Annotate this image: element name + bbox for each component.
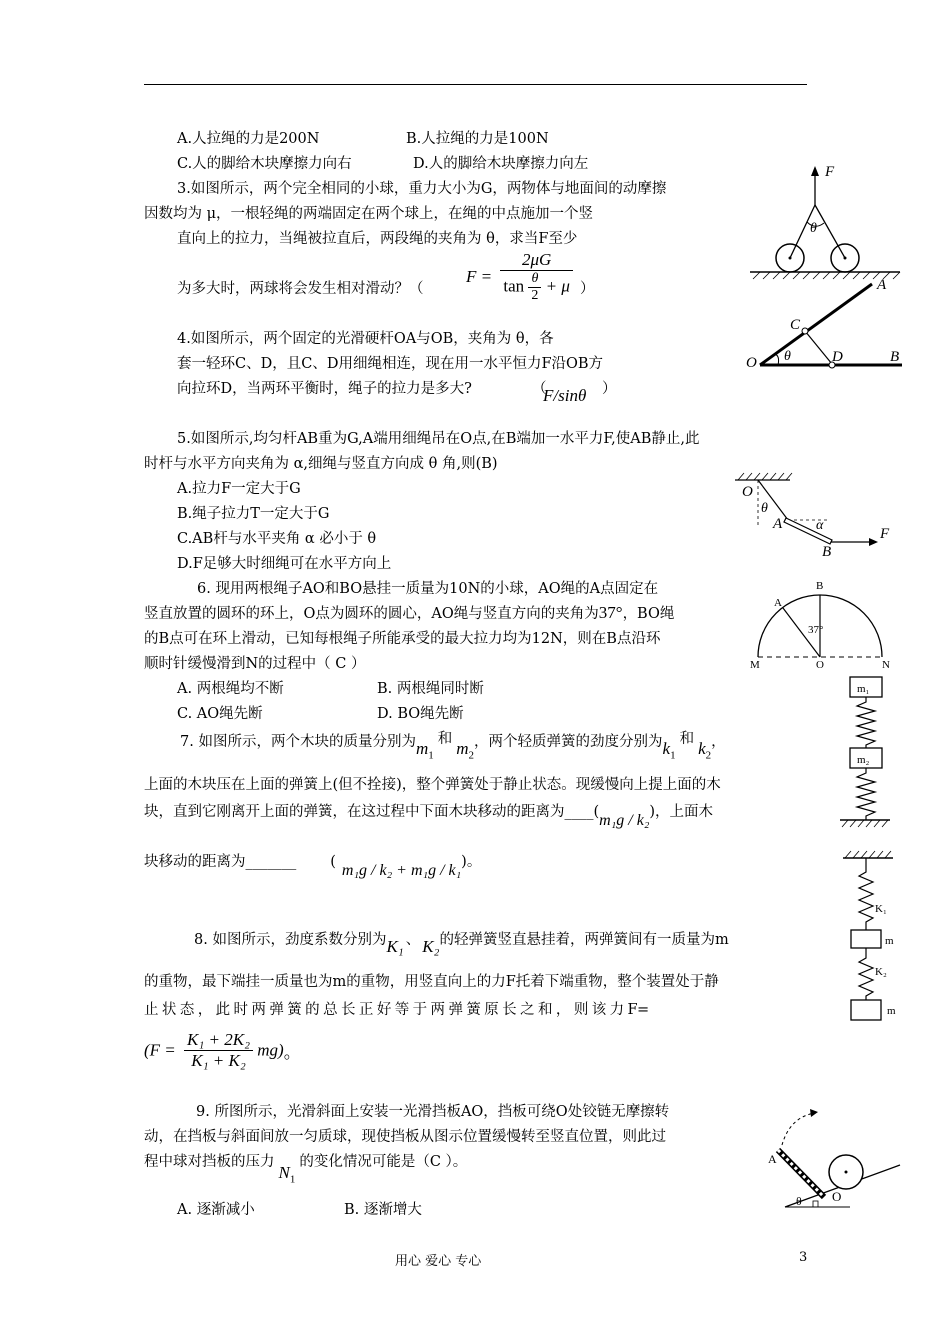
q8-fig-label-k1: K₁ (875, 903, 887, 915)
q7-line-1: 7. 如图所示，两个木块的质量分别为$m_1$和 $m_2$，两个轻质弹簧的劲度分别为$k_1$和 $k_2$， (180, 731, 726, 762)
q8-line-1: 8. 如图所示，劲度系数分别为K₁ 、 K₂的轻弹簧竖直悬挂着，两弹簧间有一质量为m (194, 932, 729, 956)
q2-option-b: B.人拉绳的力是100N (406, 131, 549, 147)
q9-line-2: 动，在挡板与斜面间放一匀质球，现使挡板从图示位置缓慢转至竖直位置，则此过 (144, 1129, 666, 1145)
q5-fig-label-alpha: α (816, 518, 824, 533)
q6-line-3: 的B点可在环上滑动，已知每根绳子所能承受的最大拉力均为12N，则在B点沿环 (144, 631, 661, 647)
q8-line-2: 的重物，最下端挂一质量也为m的重物，用竖直向上的力F托着下端重物，整个装置处于静 (144, 974, 719, 990)
q3-answer-close: ） (580, 281, 595, 297)
q3-line-4: 为多大时，两球将会发生相对滑动？（ (177, 281, 424, 297)
q8-fig-label-m-lower: m (887, 1005, 896, 1017)
q6-figure (750, 575, 890, 670)
q7-fig-label-m1: m₁ (857, 683, 870, 695)
q6-fig-label-b: B (816, 580, 824, 592)
q3-line-3: 直向上的拉力，当绳被拉直后，两段绳的夹角为 θ，求当F至少 (177, 231, 578, 247)
page-number: 3 (799, 1250, 808, 1265)
q5-option-a: A.拉力F一定大于G (177, 481, 301, 497)
q4-answer-open: （ (532, 381, 547, 397)
q6-option-b: B. 两根绳同时断 (377, 681, 484, 697)
q4-fig-label-d: D (832, 349, 843, 365)
q5-figure (730, 470, 900, 560)
q3-fig-label-theta: θ (810, 221, 817, 236)
q7-line-2: 上面的木块压在上面的弹簧上(但不拴接)，整个弹簧处于静止状态。现缓慢向上提上面的木 (144, 777, 721, 793)
q9-option-b: B. 逐渐增大 (344, 1202, 422, 1218)
q9-fig-label-a: A (768, 1152, 777, 1166)
q3-figure (745, 160, 905, 280)
q9-figure (760, 1105, 910, 1215)
header-rule (144, 84, 807, 85)
q4-line-1: 4.如图所示，两个固定的光滑硬杆OA与OB，夹角为 θ，各 (177, 331, 554, 347)
q3-answer-formula: F = 2μG tan $\frac{\theta}{2}$ + μ (466, 250, 573, 304)
q4-answer-close: ） (602, 381, 617, 397)
q4-fig-label-a: A (877, 277, 887, 293)
q5-option-c: C.AB杆与水平夹角 α 必小于 θ (177, 531, 377, 547)
q9-option-a: A. 逐渐减小 (177, 1202, 255, 1218)
q5-option-d: D.F足够大时细绳可在水平方向上 (177, 556, 392, 572)
q5-fig-label-b: B (822, 544, 832, 560)
q7-line-4: 块移动的距离为_______ ( m₁g / k₂ + m₁g / k₁)。 (144, 854, 482, 879)
q9-fig-label-o: O (832, 1189, 842, 1204)
q6-option-c: C. AO绳先断 (177, 706, 263, 722)
q8-fig-label-m-upper: m (885, 935, 894, 947)
q3-fig-label-f: F (825, 164, 835, 180)
q5-fig-label-f: F (880, 526, 890, 542)
q9-line-1: 9. 所图所示，光滑斜面上安装一光滑挡板AO，挡板可绕O处铰链无摩擦转 (196, 1104, 670, 1120)
q6-option-a: A. 两根绳均不断 (177, 681, 284, 697)
q2-option-d: D.人的脚给木块摩擦力向左 (413, 156, 589, 172)
q4-line-2: 套一轻环C、D，且C、D用细绳相连，现在用一水平恒力F沿OB方 (177, 356, 604, 372)
q4-line-3: 向拉环D，当两环平衡时，绳子的拉力是多大? (177, 381, 472, 397)
q4-fig-label-b: B (890, 349, 900, 365)
q6-fig-label-angle: 37° (808, 624, 824, 636)
q8-figure (835, 850, 905, 1030)
q2-option-a: A.人拉绳的力是200N (177, 131, 320, 147)
q4-fig-label-o: O (746, 355, 757, 371)
q5-fig-label-a: A (773, 516, 783, 532)
q4-fig-label-c: C (790, 317, 801, 333)
q7-line-3: 块，直到它刚离开上面的弹簧，在这过程中下面木块移动的距离为____(m₁g / k₂)，上面木 (144, 804, 714, 829)
q4-fig-label-theta: θ (784, 349, 791, 364)
q5-line-2: 时杆与水平方向夹角为 α,细绳与竖直方向成 θ 角,则(B) (144, 456, 498, 472)
q6-fig-label-a: A (774, 597, 782, 609)
q6-line-2: 竖直放置的圆环的环上，O点为圆环的圆心，AO绳与竖直方向的夹角为37°，BO绳 (144, 603, 675, 622)
q5-line-1: 5.如图所示,均匀杆AB重为G,A端用细绳吊在O点,在B端加一水平力F,使AB静止,此 (177, 431, 700, 447)
q6-fig-label-o: O (816, 659, 824, 671)
q8-fig-label-k2: K₂ (875, 966, 887, 978)
q7-fig-label-m2: m₂ (857, 754, 870, 766)
q9-fig-label-theta: θ (796, 1194, 802, 1208)
q6-line-4: 顺时针缓慢滑到N的过程中（ C ） (144, 656, 366, 672)
q6-line-1: 6. 现用两根绳子AO和BO悬挂一质量为10N的小球，AO绳的A点固定在 (197, 581, 659, 597)
q5-fig-label-theta: θ (761, 501, 768, 516)
q2-option-c: C.人的脚给木块摩擦力向右 (177, 156, 352, 172)
q6-fig-label-n: N (882, 659, 890, 671)
q7-figure (835, 672, 895, 832)
q6-option-d: D. BO绳先断 (377, 706, 464, 722)
q4-answer: F/sinθ (543, 386, 587, 405)
q9-line-3: 程中球对挡板的压力$N_1$的变化情况可能是（C ）。 (144, 1154, 468, 1186)
q8-answer-formula: (F = $\frac{\text{K₁ + 2K₂}}{\text{K₁ + K₂}}$ mg)。 (144, 1030, 301, 1070)
q8-line-3: 止 状 态 ， 此 时 两 弹 簧 的 总 长 正 好 等 于 两 弹 簧 原 长 之 和 ， 则 该 力 F= (144, 1002, 649, 1018)
q5-option-b: B.绳子拉力T一定大于G (177, 506, 330, 522)
q6-fig-label-m: M (750, 659, 760, 671)
footer-slogan: 用心 爱心 专心 (395, 1254, 482, 1269)
q3-line-1: 3.如图所示，两个完全相同的小球，重力大小为G，两物体与地面间的动摩擦 (177, 181, 667, 197)
q3-line-2: 因数均为 μ，一根轻绳的两端固定在两个球上，在绳的中点施加一个竖 (144, 206, 594, 222)
q5-fig-label-o: O (742, 484, 753, 500)
q4-figure (740, 272, 915, 372)
